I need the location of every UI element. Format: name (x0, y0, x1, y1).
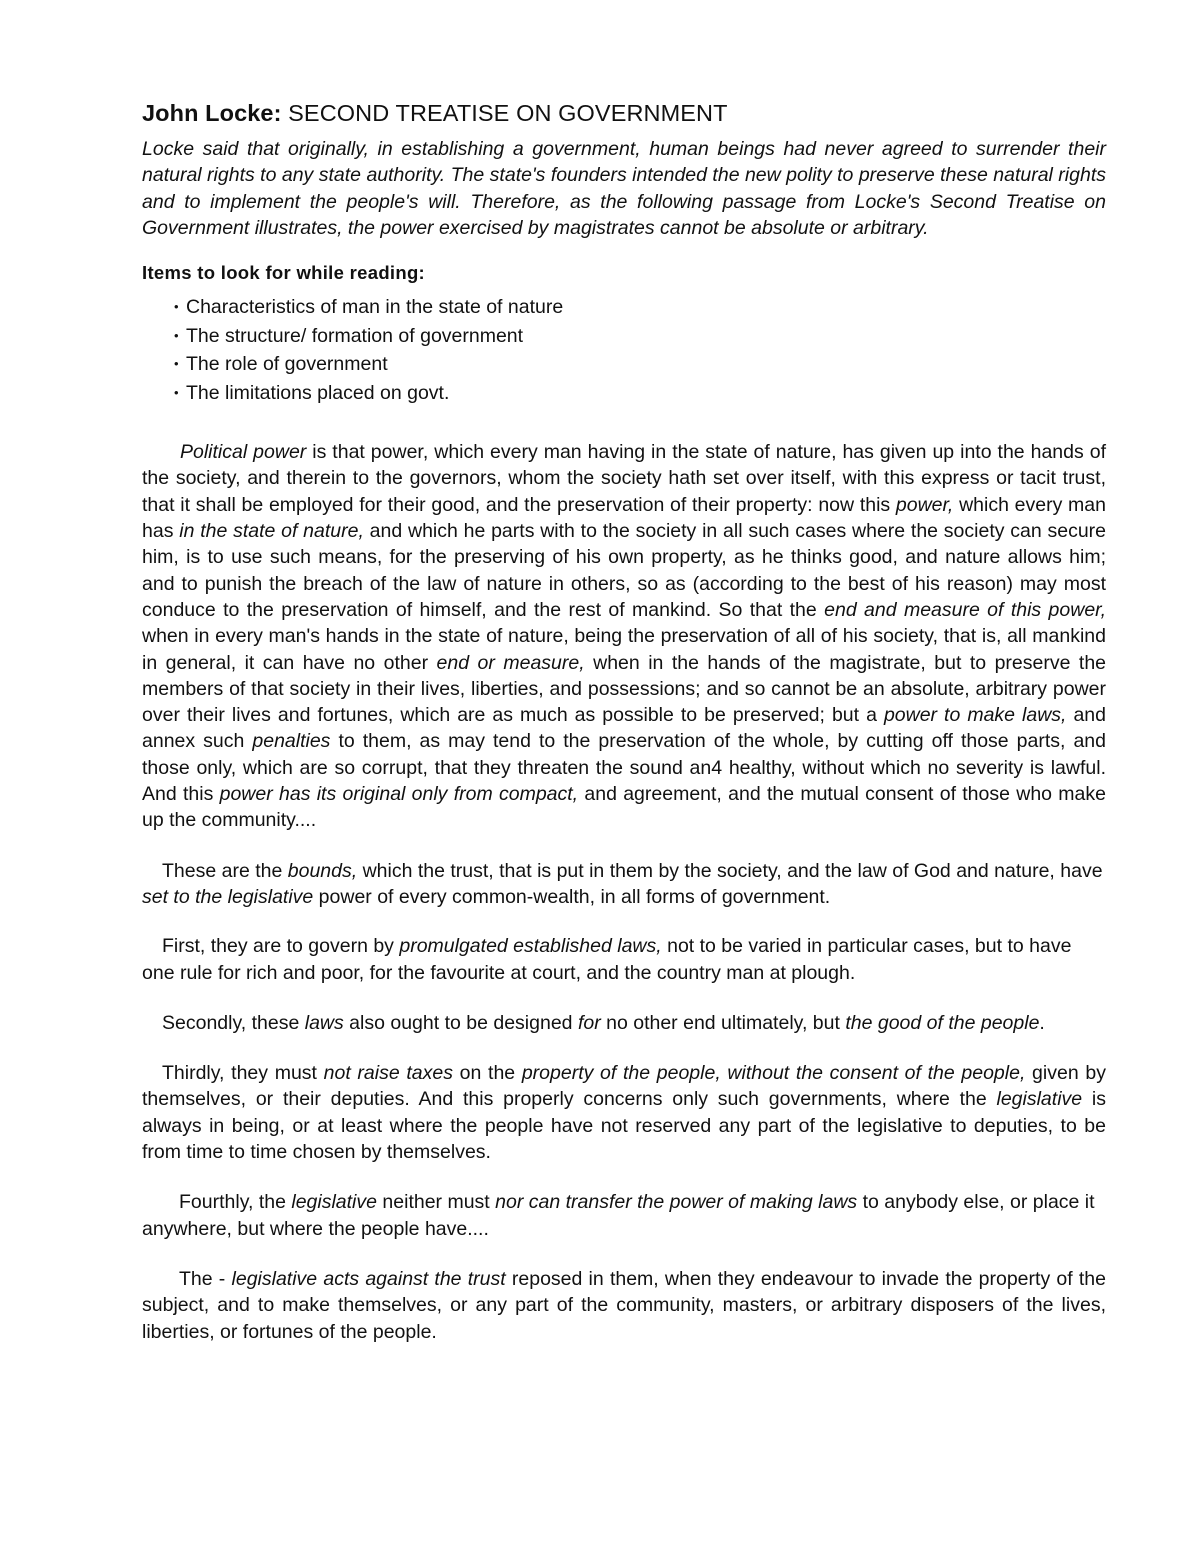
emphasized-text: end or measure, (436, 651, 585, 674)
list-item (174, 293, 1106, 322)
political-power-paragraph (142, 439, 1106, 833)
body-text: Fourthly, the (179, 1191, 292, 1214)
emphasized-text: power has its original only from compact, (219, 783, 579, 806)
emphasized-text: in the state of nature, (179, 520, 364, 543)
bounds-paragraph (142, 858, 1106, 911)
emphasized-text: promulgated established laws, (399, 935, 662, 958)
body-text: to anybody else, or place it anywhere, but where the people have.... (142, 1191, 1095, 1240)
emphasized-text: end and measure of this power, (824, 598, 1106, 621)
emphasized-text: not raise taxes (323, 1062, 453, 1085)
body-text: and annex such (142, 704, 1106, 753)
intro-paragraph: Locke said that originally, in establishing a government, human beings had never agreed to surrender their natural rights to any state authority. The state's founders intended the new polity to preserve these natural rights and to implement the people's will. Therefore, as the following passage from Locke's Second Treatise on Government illustrates, the power exercised by magistrates cannot be absolute or arbitrary. (142, 138, 1106, 239)
bullet-icon: • (174, 299, 179, 315)
list-item-text: Characteristics of man in the state of nature (186, 296, 564, 319)
body-text: is that power, which every man having in the state of nature, has given up into the hands of the society, and therein to the governors, whom the society hath set over itself, with this express or tacit trust, that it shall be employed for their good, and the preservation of their property: now this (142, 441, 1106, 516)
body-text: is always in being, or at least where the people have not reserved any part of the legislative to deputies, to be from time to time chosen by themselves. (142, 1088, 1107, 1164)
items-heading: Items to look for while reading: (142, 262, 426, 284)
document-title (142, 98, 1106, 128)
emphasized-text: bounds, (287, 859, 358, 882)
emphasized-text: the good of the people (845, 1011, 1040, 1034)
list-item-text: The limitations placed on govt. (186, 381, 450, 404)
bullet-icon: • (174, 384, 179, 400)
closing-paragraph (142, 1266, 1106, 1345)
list-item (174, 350, 1106, 379)
document-page (142, 98, 1106, 1345)
body-text: neither must (377, 1191, 496, 1214)
body-text: on the (452, 1062, 522, 1085)
emphasized-text: nor can transfer the power of making laws (495, 1191, 858, 1214)
body-text: Secondly, these (162, 1011, 305, 1034)
bullet-icon: • (174, 356, 179, 372)
body-text: and agreement, and the mutual consent of those who make up the community.... (142, 783, 1106, 832)
fourth-limit-paragraph (142, 1189, 1106, 1242)
body-text: not to be varied in particular cases, but to have one rule for rich and poor, for the favourite at court, and the country man at plough. (142, 935, 1072, 984)
emphasized-text: legislative acts against the trust (231, 1267, 506, 1290)
emphasized-text: power, (895, 493, 954, 516)
bullet-icon: • (174, 327, 179, 343)
body-text: which every man has (142, 493, 1106, 543)
first-limit-paragraph (142, 933, 1106, 986)
body-text: and which he parts with to the society in all such cases where the society can secure him, is to use such means, for the preserving of his own property, as he thinks good, and nature allows him; and to punish the breach of the law of nature in others, so as (according to the best of his reason) may most conduce to the preservation of himself, and the rest of mankind. So that the (142, 520, 1107, 621)
body-text: Thirdly, they must (162, 1062, 324, 1085)
emphasized-text: legislative (291, 1191, 377, 1214)
body-text: First, they are to govern by (162, 935, 400, 958)
body-text: when in the hands of the magistrate, but to preserve the members of that society in their lives, liberties, and possessions; and so cannot be an absolute, arbitrary power over their lives and fortunes, which are as much as possible to be preserved; but a (142, 651, 1107, 727)
emphasized-text: Political power (180, 441, 307, 464)
body-text: which the trust, that is put in them by the society, and the law of God and nature, have (357, 859, 1103, 882)
body-text: to them, as may tend to the preservation of the whole, by cutting off those parts, and those only, which are so corrupt, that they threaten the sound an4 healthy, without which no severity is lawful. And this (142, 730, 1107, 806)
emphasized-text: power to make laws, (883, 704, 1067, 727)
body-text: also ought to be designed (343, 1011, 578, 1034)
emphasized-text: legislative (996, 1088, 1083, 1111)
work-title: SECOND TREATISE ON GOVERNMENT (281, 100, 728, 126)
body-text: reposed in them, when they endeavour to invade the property of the subject, and to make themselves, or any part of the community, masters, or arbitrary disposers of the lives, liberties, or fortunes of the people. (142, 1267, 1106, 1343)
emphasized-text: property of the people, without the consent of the people, (521, 1062, 1026, 1085)
second-limit-paragraph (142, 1010, 1106, 1036)
list-item-text: The role of government (186, 353, 388, 376)
body-text: The - (179, 1267, 232, 1290)
emphasized-text: laws (304, 1011, 344, 1034)
emphasized-text: penalties (252, 730, 331, 753)
body-text: power of every common-wealth, in all forms of government. (313, 885, 831, 908)
body-text: no other end ultimately, but (600, 1011, 846, 1034)
body-text: These are the (162, 859, 288, 882)
emphasized-text: for (577, 1011, 601, 1034)
list-item (174, 379, 1106, 408)
list-item (174, 322, 1106, 351)
body-text: given by themselves, or their deputies. And this properly concerns only such governments, where the (142, 1062, 1106, 1111)
author-name: John Locke: (142, 100, 282, 126)
items-list (174, 293, 1106, 407)
emphasized-text: set to the legislative (142, 885, 314, 908)
list-item-text: The structure/ formation of government (186, 324, 524, 347)
body-text: when in every man's hands in the state of nature, being the preservation of all of his society, that is, all mankind in general, it can have no other (142, 625, 1106, 674)
third-limit-paragraph (142, 1060, 1106, 1165)
body-text: . (1039, 1011, 1045, 1034)
